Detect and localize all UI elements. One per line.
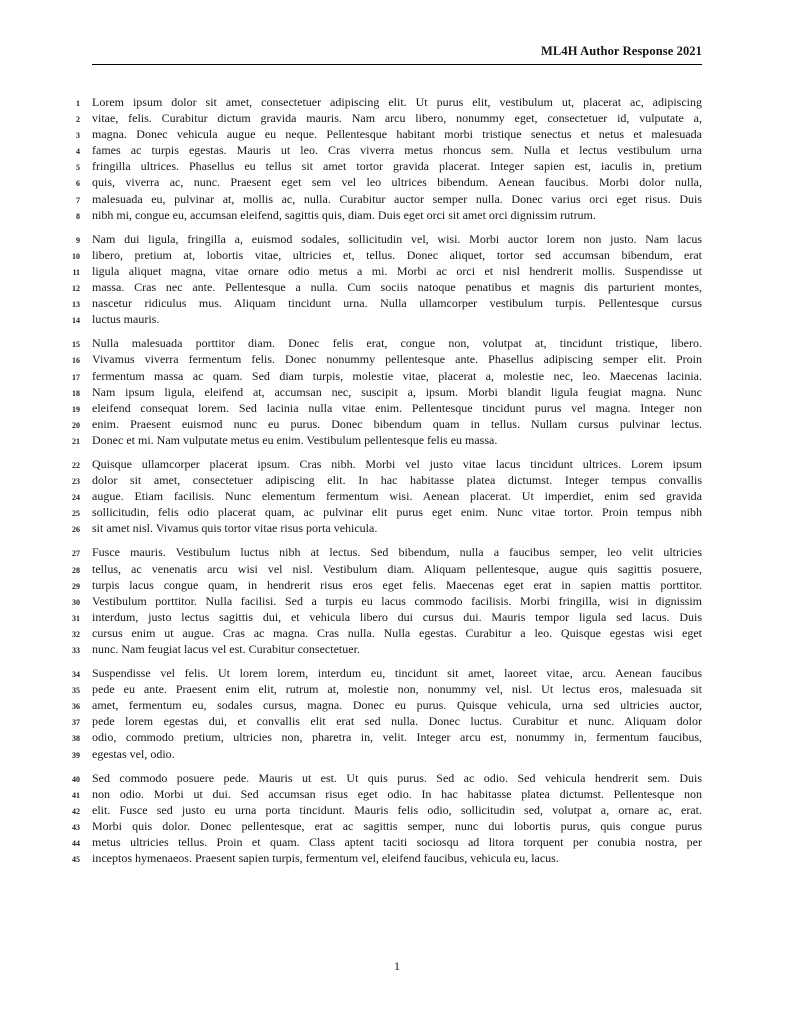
line-number: 34 bbox=[72, 670, 80, 680]
line-number: 36 bbox=[72, 702, 80, 712]
text-line bbox=[60, 127, 702, 143]
line-text: Nulla malesuada porttitor diam. Donec felis erat, congue non, volutpat at, tincidunt tristique, libero. bbox=[92, 336, 702, 351]
text-line bbox=[60, 505, 702, 521]
line-text: pede lorem egestas dui, et convallis elit erat sed nulla. Donec luctus. Curabitur et nunc. Aliquam dolor bbox=[92, 714, 702, 729]
text-line bbox=[60, 819, 702, 835]
text-line bbox=[60, 143, 702, 159]
line-text: sollicitudin, felis odio placerat quam, ac pulvinar elit purus eget enim. Nunc vitae tortor. Proin tempus nibh bbox=[92, 505, 702, 520]
line-number: 5 bbox=[76, 163, 80, 173]
line-text: magna. Donec vehicula augue eu neque. Pellentesque habitant morbi tristique senectus et netus et malesuada bbox=[92, 127, 702, 142]
paragraph bbox=[60, 771, 702, 868]
running-header bbox=[92, 44, 702, 65]
line-text: luctus mauris. bbox=[92, 312, 160, 327]
line-number: 44 bbox=[72, 839, 80, 849]
line-number: 37 bbox=[72, 718, 80, 728]
text-line bbox=[60, 95, 702, 111]
line-number: 26 bbox=[72, 525, 80, 535]
text-line bbox=[60, 336, 702, 352]
line-number: 8 bbox=[76, 211, 80, 221]
line-text: Nam dui ligula, fringilla a, euismod sodales, sollicitudin vel, wisi. Morbi auctor lorem non justo. Nam lacus bbox=[92, 231, 702, 246]
text-line bbox=[60, 489, 702, 505]
text-line bbox=[60, 562, 702, 578]
line-number: 32 bbox=[72, 629, 80, 639]
line-text: pede eu ante. Praesent enim elit, rutrum at, molestie non, nonummy vel, nisl. Ut lectus eros, malesuada sit bbox=[92, 682, 702, 697]
text-line bbox=[60, 730, 702, 746]
line-number: 33 bbox=[72, 646, 80, 655]
text-line bbox=[60, 175, 702, 191]
line-text: turpis lacus congue quam, in hendrerit risus eros eget felis. Maecenas eget erat in sapien mattis porttitor. bbox=[92, 577, 702, 592]
line-number: 24 bbox=[72, 493, 80, 503]
line-number: 19 bbox=[72, 404, 80, 414]
line-text: Sed commodo posuere pede. Mauris ut est. Ut quis purus. Sed ac odio. Sed vehicula hendrerit sem. Duis bbox=[92, 770, 702, 785]
text-line bbox=[60, 642, 702, 658]
paragraph bbox=[60, 545, 702, 658]
text-line bbox=[60, 248, 702, 264]
text-line bbox=[60, 208, 702, 224]
line-text: Vivamus viverra fermentum felis. Donec nonummy pellentesque ante. Phasellus adipiscing semper elit. Proin bbox=[92, 352, 702, 367]
line-text: amet, fermentum eu, sodales cursus, magna. Donec eu purus. Quisque vehicula, urna sed ultricies auctor, bbox=[92, 698, 702, 713]
text-line bbox=[60, 578, 702, 594]
document-body bbox=[60, 95, 702, 875]
line-number: 28 bbox=[72, 565, 80, 575]
line-text: Vestibulum porttitor. Nulla facilisi. Sed a turpis eu lacus commodo facilisis. Morbi fringilla, wisi in dignissim bbox=[92, 593, 702, 608]
line-text: eleifend consequat lorem. Sed lacinia nulla vitae enim. Pellentesque tincidunt purus vel magna. Integer non bbox=[92, 400, 702, 415]
line-text: Lorem ipsum dolor sit amet, consectetuer adipiscing elit. Ut purus elit, vestibulum ut, placerat ac, adipiscing bbox=[92, 95, 702, 109]
line-text: nibh mi, congue eu, accumsan eleifend, sagittis quis, diam. Duis eget orci sit amet orci dignissim rutrum. bbox=[92, 207, 596, 222]
line-text: metus ultricies tellus. Proin et quam. Class aptent taciti sociosqu ad litora torquent per conubia nostra, per bbox=[92, 835, 702, 850]
line-number: 1 bbox=[76, 99, 80, 108]
text-line bbox=[60, 545, 702, 561]
paragraph bbox=[60, 95, 702, 224]
text-line bbox=[60, 369, 702, 385]
text-line bbox=[60, 835, 702, 851]
text-line bbox=[60, 666, 702, 682]
line-text: fames ac turpis egestas. Mauris ut leo. Cras viverra metus rhoncus sem. Nulla et lectus vestibulum urna bbox=[92, 143, 702, 158]
line-number: 2 bbox=[76, 115, 80, 125]
text-line bbox=[60, 159, 702, 175]
line-number: 18 bbox=[72, 388, 80, 398]
line-number: 40 bbox=[72, 774, 80, 784]
paragraph bbox=[60, 457, 702, 537]
header-title: ML4H Author Response 2021 bbox=[541, 44, 702, 58]
page-number: 1 bbox=[394, 959, 400, 973]
line-text: elit. Fusce sed justo eu urna porta tincidunt. Mauris felis odio, sollicitudin sed, volutpat a, ornare ac, erat. bbox=[92, 802, 702, 817]
line-number: 20 bbox=[72, 420, 80, 430]
text-line bbox=[60, 312, 702, 328]
text-line bbox=[60, 401, 702, 417]
text-line bbox=[60, 747, 702, 763]
paragraph bbox=[60, 336, 702, 449]
line-text: massa. Cras nec ante. Pellentesque a nulla. Cum sociis natoque penatibus et magnis dis parturient montes, bbox=[92, 280, 702, 295]
line-text: inceptos hymenaeos. Praesent sapien turpis, fermentum vel, eleifend faucibus, vehicula eu, lacus. bbox=[92, 851, 559, 866]
line-number: 30 bbox=[72, 597, 80, 607]
text-line bbox=[60, 264, 702, 280]
text-line bbox=[60, 787, 702, 803]
line-number: 11 bbox=[72, 267, 80, 277]
line-text: interdum, justo lectus sagittis dui, et vehicula libero dui cursus dui. Mauris tempor ligula sed lacus. Duis bbox=[92, 609, 702, 624]
text-line bbox=[60, 803, 702, 819]
line-number: 42 bbox=[72, 806, 80, 816]
line-number: 10 bbox=[72, 251, 80, 261]
text-line bbox=[60, 296, 702, 312]
line-number: 15 bbox=[72, 340, 80, 350]
line-text: libero, pretium at, lobortis vitae, ultricies et, tellus. Donec aliquet, tortor sed accumsan bibendum, erat bbox=[92, 247, 702, 262]
line-number: 7 bbox=[76, 195, 80, 205]
line-number: 17 bbox=[72, 372, 80, 382]
line-number: 41 bbox=[72, 790, 80, 800]
text-line bbox=[60, 417, 702, 433]
line-number: 13 bbox=[72, 300, 80, 310]
line-number: 39 bbox=[72, 750, 80, 760]
line-text: enim. Praesent euismod nunc eu purus. Donec bibendum quam in tellus. Nullam cursus pulvinar lectus. bbox=[92, 416, 702, 431]
line-text: tellus, ac venenatis arcu wisi vel nisl. Vestibulum diam. Aliquam pellentesque, augue quis sagittis posuere, bbox=[92, 561, 702, 576]
line-number: 4 bbox=[76, 147, 80, 157]
paragraph bbox=[60, 232, 702, 329]
line-number: 12 bbox=[72, 284, 80, 294]
line-number: 21 bbox=[72, 436, 80, 446]
line-text: Nam ipsum ligula, eleifend at, accumsan nec, suscipit a, ipsum. Morbi blandit ligula feugiat magna. Nunc bbox=[92, 384, 702, 399]
line-number: 9 bbox=[76, 235, 80, 245]
line-text: Donec et mi. Nam vulputate metus eu enim. Vestibulum pellentesque felis eu massa. bbox=[92, 432, 498, 447]
line-number: 45 bbox=[72, 855, 80, 865]
line-number: 38 bbox=[72, 734, 80, 744]
line-number: 23 bbox=[72, 477, 80, 487]
text-line bbox=[60, 352, 702, 368]
text-line bbox=[60, 771, 702, 787]
line-number: 27 bbox=[72, 549, 80, 559]
line-text: fermentum massa ac quam. Sed diam turpis, molestie vitae, placerat a, molestie nec, leo. Maecenas lacinia. bbox=[92, 368, 702, 383]
text-line bbox=[60, 682, 702, 698]
line-text: nunc. Nam feugiat lacus vel est. Curabitur consectetuer. bbox=[92, 642, 360, 656]
line-text: odio, commodo pretium, ultricies non, pharetra in, velit. Integer arcu est, nonummy in, fermentum faucibus, bbox=[92, 730, 702, 745]
line-text: egestas vel, odio. bbox=[92, 746, 175, 761]
line-text: vitae, felis. Curabitur dictum gravida mauris. Nam arcu libero, nonummy eget, consectetuer id, vulputate a, bbox=[92, 111, 702, 126]
text-line bbox=[60, 457, 702, 473]
text-line bbox=[60, 433, 702, 449]
line-text: quis, viverra ac, nunc. Praesent eget sem vel leo ultrices bibendum. Aenean faucibus. Morbi dolor nulla, bbox=[92, 175, 702, 190]
text-line bbox=[60, 851, 702, 867]
line-text: ligula aliquet magna, vitae ornare odio metus a mi. Morbi ac orci et nisl hendrerit mollis. Suspendisse ut bbox=[92, 263, 702, 278]
line-text: sit amet nisl. Vivamus quis tortor vitae risus porta vehicula. bbox=[92, 521, 378, 536]
text-line bbox=[60, 111, 702, 127]
text-line bbox=[60, 385, 702, 401]
line-number: 14 bbox=[72, 316, 80, 326]
line-text: augue. Etiam facilisis. Nunc elementum fermentum wisi. Aenean placerat. Ut imperdiet, enim sed gravida bbox=[92, 489, 702, 504]
line-text: nascetur ridiculus mus. Aliquam tincidunt urna. Nulla ullamcorper vestibulum turpis. Pellentesque cursus bbox=[92, 296, 702, 311]
paragraph bbox=[60, 666, 702, 763]
line-number: 16 bbox=[72, 356, 80, 366]
line-number: 22 bbox=[72, 460, 80, 470]
line-number: 35 bbox=[72, 686, 80, 696]
text-line bbox=[60, 473, 702, 489]
line-number: 6 bbox=[76, 179, 80, 189]
line-number: 43 bbox=[72, 822, 80, 832]
line-text: fringilla ultrices. Phasellus eu tellus sit amet tortor gravida placerat. Integer sapien est, iaculis in, pretium bbox=[92, 159, 702, 174]
text-line bbox=[60, 232, 702, 248]
text-line bbox=[60, 192, 702, 208]
text-line bbox=[60, 594, 702, 610]
line-text: Fusce mauris. Vestibulum luctus nibh at lectus. Sed bibendum, nulla a faucibus semper, leo velit ultricies bbox=[92, 545, 702, 560]
line-text: dolor sit amet, consectetuer adipiscing elit. In hac habitasse platea dictumst. Integer tempus convallis bbox=[92, 473, 702, 488]
text-line bbox=[60, 280, 702, 296]
line-number: 31 bbox=[72, 613, 80, 623]
text-line bbox=[60, 714, 702, 730]
line-text: Morbi quis dolor. Donec pellentesque, erat ac sagittis semper, nunc dui lobortis purus, quis congue purus bbox=[92, 818, 702, 833]
line-text: malesuada eu, pulvinar at, mollis ac, nulla. Curabitur auctor semper nulla. Donec varius orci eget risus. Duis bbox=[92, 191, 702, 206]
line-number: 29 bbox=[72, 581, 80, 591]
text-line bbox=[60, 698, 702, 714]
line-text: cursus enim ut augue. Cras ac magna. Cras nulla. Nulla egestas. Curabitur a leo. Quisque egestas wisi eget bbox=[92, 625, 702, 640]
line-number: 25 bbox=[72, 509, 80, 519]
line-text: Quisque ullamcorper placerat ipsum. Cras nibh. Morbi vel justo vitae lacus tincidunt ultrices. Lorem ipsum bbox=[92, 456, 702, 471]
text-line bbox=[60, 626, 702, 642]
line-text: Suspendisse vel felis. Ut lorem lorem, interdum eu, tincidunt sit amet, laoreet vitae, arcu. Aenean faucibus bbox=[92, 666, 702, 681]
line-number: 3 bbox=[76, 131, 80, 141]
text-line bbox=[60, 610, 702, 626]
text-line bbox=[60, 521, 702, 537]
page-footer bbox=[0, 959, 794, 974]
line-text: non odio. Morbi ut dui. Sed accumsan risus eget odio. In hac habitasse platea dictumst. Pellentesque non bbox=[92, 786, 702, 801]
